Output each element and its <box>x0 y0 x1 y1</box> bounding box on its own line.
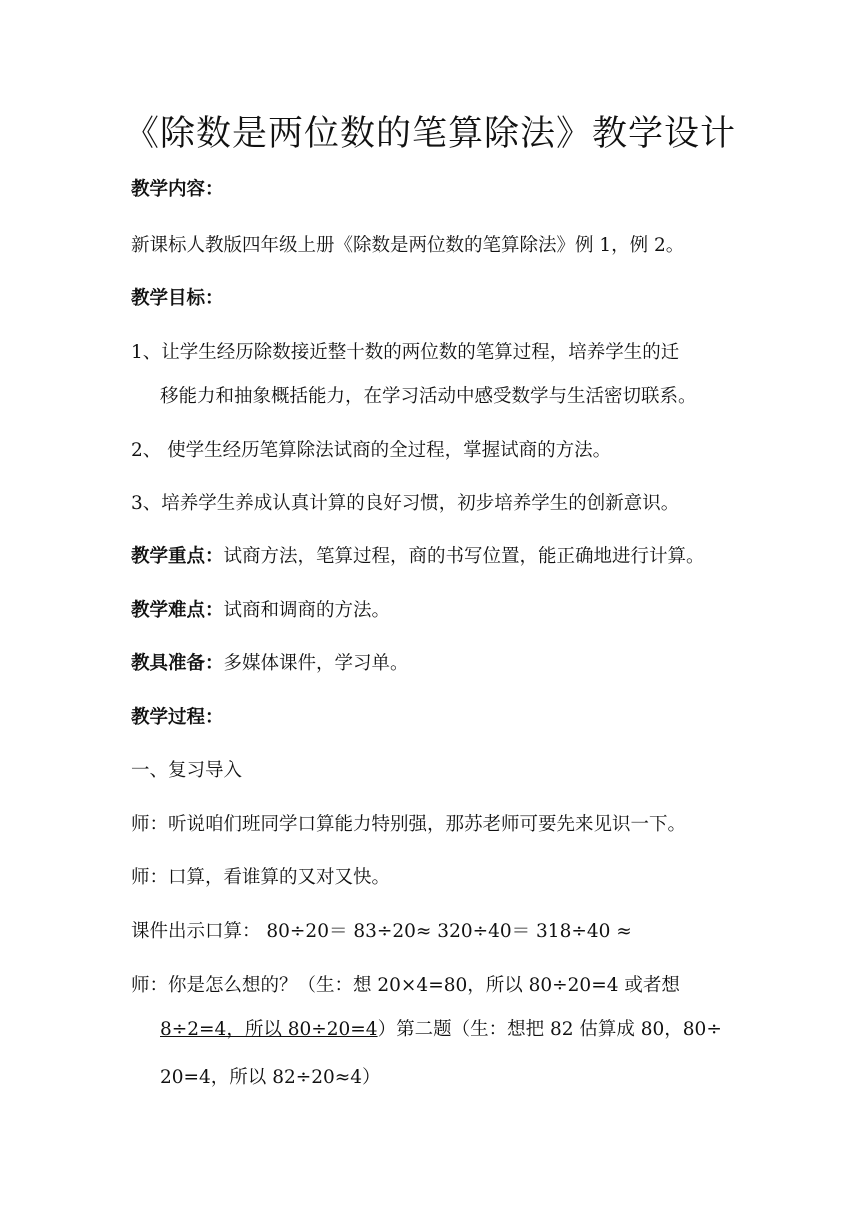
materials-text: 多媒体课件，学习单。 <box>223 653 409 674</box>
section-review-intro: 一、复习导入 <box>131 760 243 781</box>
difficulty-text: 试商和调商的方法。 <box>223 600 391 621</box>
process-line-5-rest: ）第二题（生：想把 82 估算成 80，80÷ <box>377 1019 722 1040</box>
process-line-5 <box>160 1016 722 1044</box>
materials-label: 教具准备： <box>131 653 224 674</box>
materials-line <box>131 650 409 678</box>
document-title: 《除数是两位数的笔算除法》教学设计 <box>123 114 736 154</box>
process-line-6: 20=4，所以 82÷20≈4） <box>160 1067 381 1088</box>
process-line-4: 师：你是怎么想的？（生：想 20×4=80，所以 80÷20=4 或者想 <box>131 975 680 996</box>
process-line-3: 课件出示口算： 80÷20＝ 83÷20≈ 320÷40＝ 318÷40 ≈ <box>131 921 632 942</box>
teaching-goals-heading: 教学目标： <box>131 288 224 309</box>
teaching-content-text: 新课标人教版四年级上册《除数是两位数的笔算除法》例 1，例 2。 <box>131 235 685 256</box>
goal-item-3: 3、培养学生养成认真计算的良好习惯，初步培养学生的创新意识。 <box>131 493 680 514</box>
process-line-2: 师：口算，看谁算的又对又快。 <box>131 867 391 888</box>
goal-item-1-line-1: 1、让学生经历除数接近整十数的两位数的笔算过程，培养学生的迁 <box>131 342 680 363</box>
difficulty-label: 教学难点： <box>131 600 224 621</box>
goal-item-1-line-2: 移能力和抽象概括能力，在学习活动中感受数学与生活密切联系。 <box>160 386 697 407</box>
teaching-process-heading: 教学过程： <box>131 707 224 728</box>
key-point-text: 试商方法，笔算过程，商的书写位置，能正确地进行计算。 <box>223 546 705 567</box>
goal-item-2: 2、 使学生经历笔算除法试商的全过程，掌握试商的方法。 <box>131 440 612 461</box>
difficulty-line <box>131 597 390 625</box>
key-point-line <box>131 543 705 571</box>
key-point-label: 教学重点： <box>131 546 224 567</box>
process-line-1: 师：听说咱们班同学口算能力特别强，那苏老师可要先来见识一下。 <box>131 814 687 835</box>
teaching-content-heading: 教学内容： <box>131 179 224 200</box>
process-line-5-underlined: 8÷2=4，所以 80÷20=4 <box>160 1019 378 1040</box>
